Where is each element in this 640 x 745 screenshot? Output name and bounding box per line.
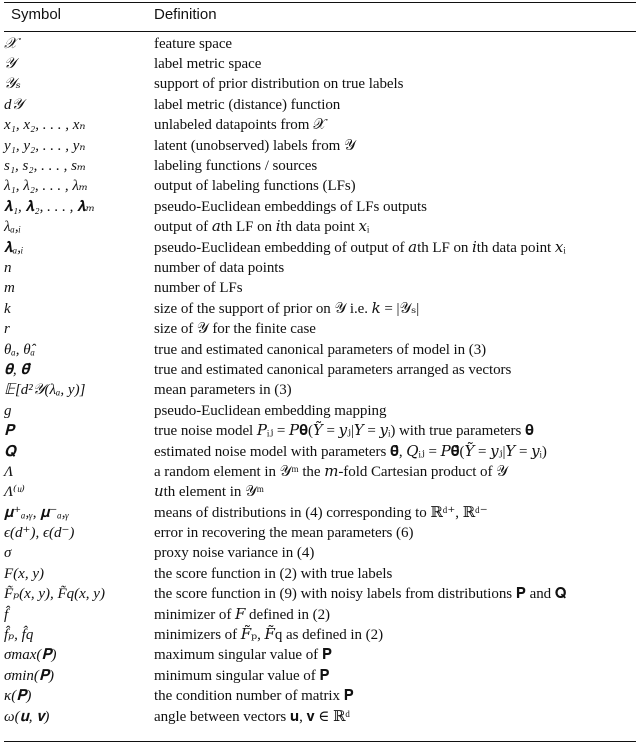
symbol-cell: s₁, s₂, . . . , sₘ (4, 158, 87, 175)
table-row (4, 442, 636, 462)
symbol-cell: 𝛉, 𝛉̂ (4, 361, 30, 378)
definition-cell: latent (unobserved) labels from 𝒴 (154, 137, 356, 154)
symbol-cell: n (4, 259, 12, 276)
definition-cell: minimizers of 𝐹̃ₚ, 𝐹̃q as defined in (2) (154, 627, 384, 644)
definition-cell: means of distributions in (4) corresponding to ℝᵈ⁺, ℝᵈ⁻ (154, 504, 488, 521)
table-row (4, 687, 636, 707)
definition-cell: pseudo-Euclidean embedding of output of 𝑎th LF on 𝑖th data point 𝑥ᵢ (154, 239, 566, 256)
table-row (4, 238, 636, 258)
definition-cell: labeling functions / sources (154, 158, 318, 175)
table-row (4, 381, 636, 401)
definition-cell: feature space (154, 35, 233, 52)
table-row (4, 421, 636, 441)
definition-cell: maximum singular value of 𝐏 (154, 647, 332, 664)
table-row (4, 462, 636, 482)
table-row (4, 503, 636, 523)
definition-cell: true noise model 𝑃ᵢⱼ = 𝑃𝛉(𝑌̃ = 𝑦ⱼ|𝑌 = 𝑦ᵢ) with true parameters 𝛉 (154, 423, 534, 440)
symbol-cell: Λ (4, 463, 14, 480)
symbol-cell: m (4, 280, 15, 297)
symbol-cell: λₐ,ᵢ (4, 219, 22, 236)
table-row (4, 177, 636, 197)
table-row (4, 258, 636, 278)
definition-cell: a random element in 𝒴ᵐ the 𝑚-fold Cartesian product of 𝒴 (154, 463, 508, 480)
table-row (4, 116, 636, 136)
definition-cell: the condition number of matrix 𝐏 (154, 688, 354, 705)
table-row (4, 666, 636, 686)
symbol-cell: d𝒴 (4, 96, 24, 113)
symbol-cell: Λ⁽ᵘ⁾ (4, 484, 25, 501)
definition-column-header: Definition (154, 6, 217, 23)
table-row (4, 523, 636, 543)
symbol-cell: 𝒴ₛ (4, 76, 21, 93)
definition-cell: 𝑢th element in 𝒴ᵐ (154, 484, 264, 501)
symbol-cell: σmax(𝐏) (4, 647, 57, 664)
symbol-cell: g (4, 402, 12, 419)
definition-cell: size of the support of prior on 𝒴 i.e. 𝑘 = |𝒴ₛ| (154, 300, 420, 317)
symbol-cell: k (4, 300, 11, 317)
table-row (4, 707, 636, 727)
definition-cell: support of prior distribution on true labels (154, 76, 404, 93)
definition-cell: label metric (distance) function (154, 96, 341, 113)
definition-cell: output of labeling functions (LFs) (154, 178, 356, 195)
table-row (4, 218, 636, 238)
table-row (4, 95, 636, 115)
symbol-cell: F̃ₚ(x, y), F̃q(x, y) (4, 586, 105, 603)
notation-table-body (4, 34, 636, 727)
table-row (4, 156, 636, 176)
table-row (4, 585, 636, 605)
symbol-cell: ω(𝐮, 𝐯) (4, 708, 50, 725)
table-row (4, 483, 636, 503)
symbol-cell: F(x, y) (4, 565, 44, 582)
symbol-cell: σ (4, 545, 12, 562)
definition-cell: true and estimated canonical parameters of model in (3) (154, 341, 487, 358)
table-row (4, 54, 636, 74)
table-row (4, 564, 636, 584)
table-row (4, 360, 636, 380)
table-row (4, 544, 636, 564)
symbol-cell: λ₁, λ₂, . . . , λₘ (4, 178, 89, 195)
table-row (4, 319, 636, 339)
bottom-rule (4, 741, 636, 742)
symbol-cell: 𝒳 (4, 35, 17, 52)
definition-cell: the score function in (9) with noisy labels from distributions 𝐏 and 𝐐 (154, 586, 567, 603)
symbol-cell: σmin(𝐏) (4, 667, 55, 684)
symbol-cell: r (4, 321, 10, 338)
symbol-cell: 𝒴 (4, 56, 16, 73)
symbol-cell: f̂ (4, 606, 9, 623)
table-row (4, 340, 636, 360)
table-row (4, 279, 636, 299)
table-row (4, 75, 636, 95)
symbol-column-header: Symbol (11, 6, 62, 23)
definition-cell: minimum singular value of 𝐏 (154, 667, 330, 684)
symbol-cell: ϵ(d⁺), ϵ(d⁻) (4, 525, 75, 542)
definition-cell: size of 𝒴 for the finite case (154, 321, 316, 338)
definition-cell: angle between vectors 𝐮, 𝐯 ∈ ℝᵈ (154, 708, 351, 725)
definition-cell: true and estimated canonical parameters arranged as vectors (154, 361, 512, 378)
definition-cell: estimated noise model with parameters 𝛉̂, 𝑄ᵢⱼ = 𝑃𝛉̂(𝑌̃ = 𝑦ⱼ|𝑌 = 𝑦ᵢ) (154, 443, 547, 460)
definition-cell: proxy noise variance in (4) (154, 545, 315, 562)
definition-cell: number of LFs (154, 280, 243, 297)
definition-cell: error in recovering the mean parameters (6) (154, 525, 414, 542)
symbol-cell: 𝛌₁, 𝛌₂, . . . , 𝛌ₘ (4, 198, 96, 215)
symbol-cell: κ(𝐏) (4, 688, 32, 705)
top-rule (4, 2, 636, 3)
symbol-cell: 𝐏 (4, 423, 15, 440)
table-row (4, 136, 636, 156)
table-row (4, 299, 636, 319)
table-row (4, 197, 636, 217)
definition-cell: pseudo-Euclidean embeddings of LFs outputs (154, 198, 427, 215)
definition-cell: number of data points (154, 259, 285, 276)
symbol-cell: 𝛌ₐ,ᵢ (4, 239, 24, 256)
definition-cell: mean parameters in (3) (154, 382, 292, 399)
symbol-cell: 𝛍⁺ₐ,ᵧ, 𝛍⁻ₐ,ᵧ (4, 504, 69, 521)
definition-cell: unlabeled datapoints from 𝒳 (154, 117, 326, 134)
definition-cell: minimizer of 𝐹 defined in (2) (154, 606, 330, 623)
symbol-cell: y₁, y₂, . . . , yₙ (4, 137, 86, 154)
table-row (4, 605, 636, 625)
table-row (4, 646, 636, 666)
symbol-cell: 𝐐 (4, 443, 16, 460)
definition-cell: label metric space (154, 56, 262, 73)
symbol-cell: x₁, x₂, . . . , xₙ (4, 117, 86, 134)
table-row (4, 401, 636, 421)
definition-cell: the score function in (2) with true labels (154, 565, 393, 582)
symbol-cell: f̂ₚ, f̂q (4, 627, 34, 644)
symbol-cell: θₐ, θ̂ₐ (4, 341, 36, 358)
header-rule (4, 31, 636, 32)
table-row (4, 625, 636, 645)
definition-cell: pseudo-Euclidean embedding mapping (154, 402, 387, 419)
table-row (4, 34, 636, 54)
definition-cell: output of 𝑎th LF on 𝑖th data point 𝑥ᵢ (154, 219, 370, 236)
symbol-cell: 𝔼[d²𝒴(λₐ, y)] (4, 382, 86, 399)
